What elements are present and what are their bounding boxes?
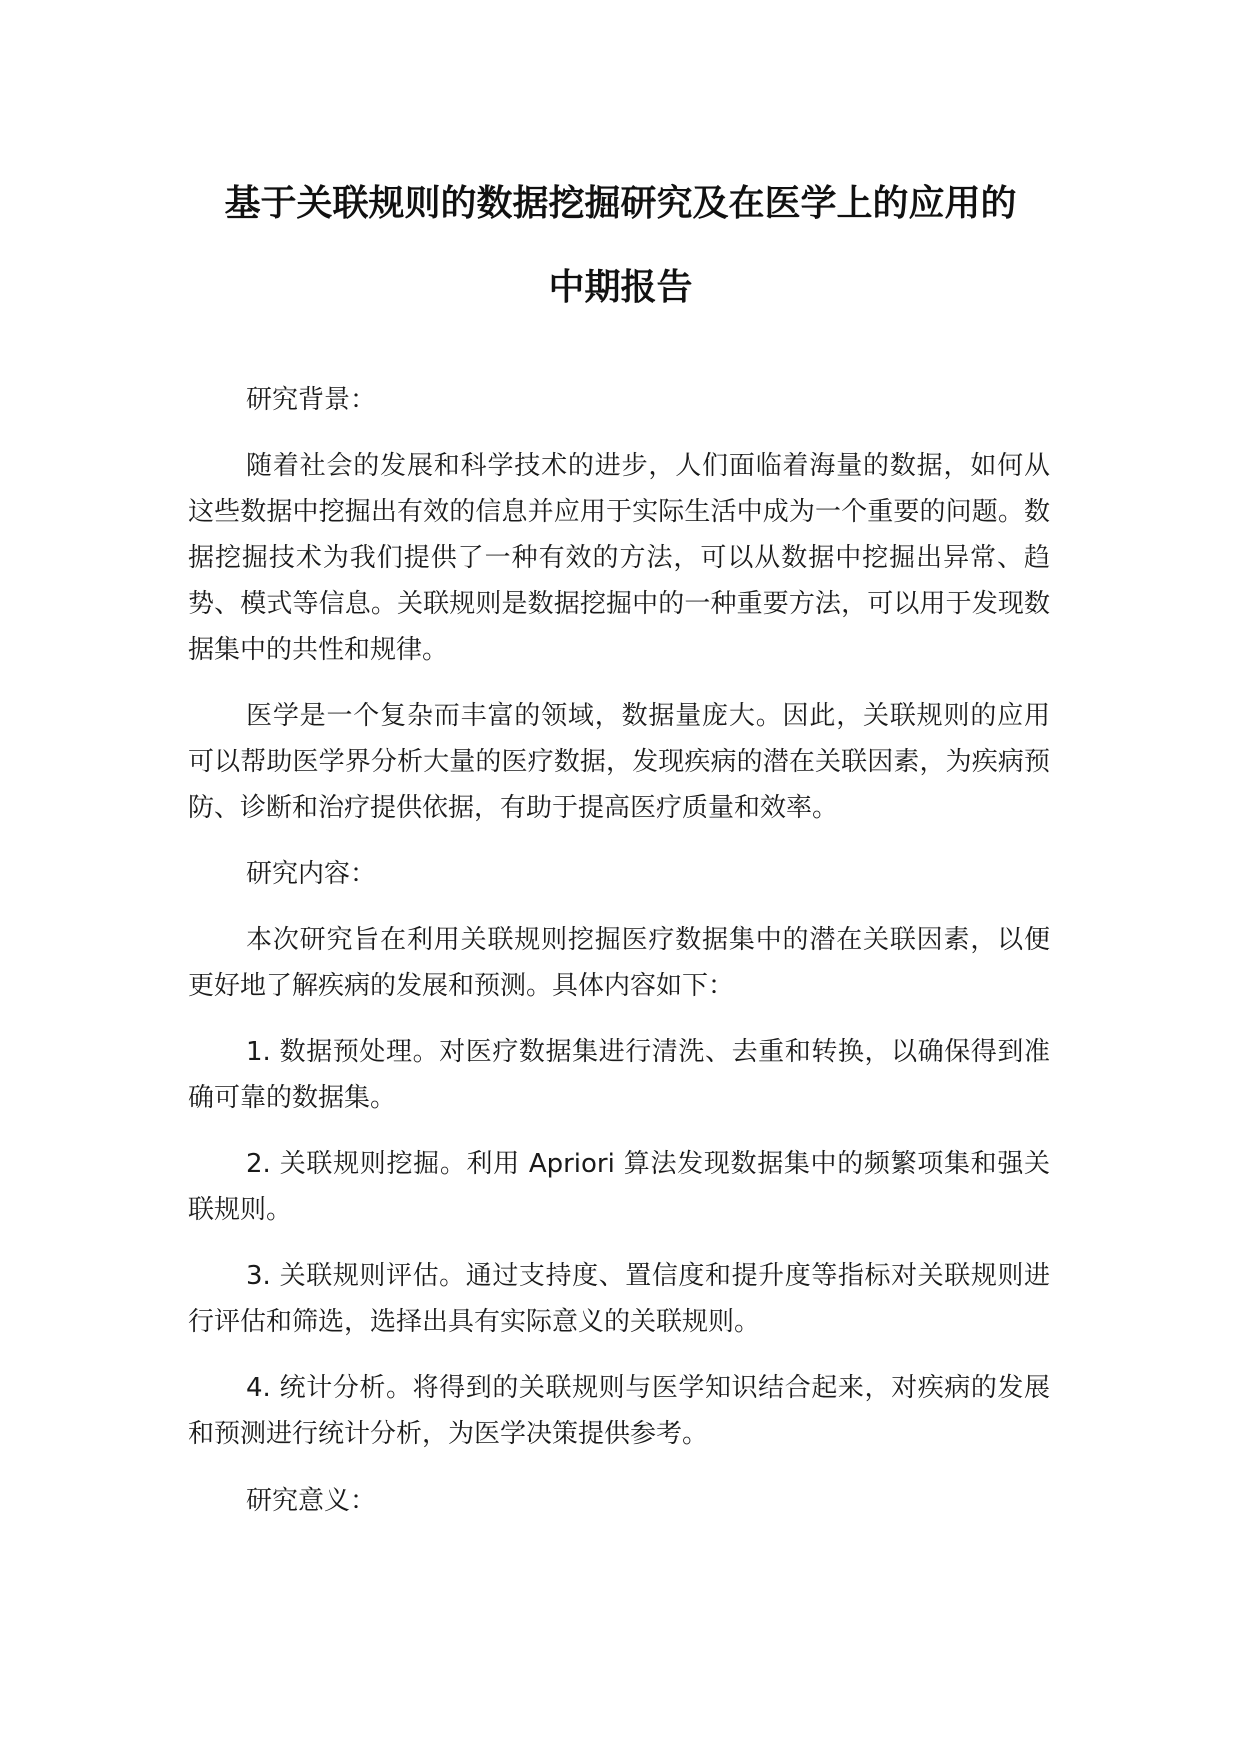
section-heading-significance: 研究意义： — [246, 1486, 377, 1516]
list-item-preprocessing: 1. 数据预处理。对医疗数据集进行清洗、去重和转换，以确保得到准确可靠的数据集。 — [188, 1037, 1050, 1113]
paragraph-content-intro: 本次研究旨在利用关联规则挖掘医疗数据集中的潜在关联因素，以便更好地了解疾病的发展和预测。具体内容如下： — [188, 925, 1050, 1001]
list-item-rule-mining: 2. 关联规则挖掘。利用 Apriori 算法发现数据集中的频繁项集和强关联规则。 — [188, 1149, 1050, 1225]
paragraph-background-1: 随着社会的发展和科学技术的进步，人们面临着海量的数据，如何从这些数据中挖掘出有效的信息并应用于实际生活中成为一个重要的问题。数据挖掘技术为我们提供了一种有效的方法，可以从数据中挖掘出异常、趋势、模式等信息。关联规则是数据挖掘中的一种重要方法，可以用于发现数据集中的共性和规律。 — [188, 451, 1050, 665]
section-heading-content: 研究内容： — [246, 859, 377, 889]
list-item-rule-evaluation: 3. 关联规则评估。通过支持度、置信度和提升度等指标对关联规则进行评估和筛选，选择出具有实际意义的关联规则。 — [188, 1261, 1050, 1337]
section-heading-background: 研究背景： — [246, 385, 377, 415]
document-title-line-1: 基于关联规则的数据挖掘研究及在医学上的应用的 — [224, 183, 1017, 224]
paragraph-background-2: 医学是一个复杂而丰富的领域，数据量庞大。因此，关联规则的应用可以帮助医学界分析大量的医疗数据，发现疾病的潜在关联因素，为疾病预防、诊断和治疗提供依据，有助于提高医疗质量和效率。 — [188, 701, 1050, 823]
list-item-statistical-analysis: 4. 统计分析。将得到的关联规则与医学知识结合起来，对疾病的发展和预测进行统计分析，为医学决策提供参考。 — [188, 1373, 1050, 1449]
document-title-line-2: 中期报告 — [548, 267, 693, 308]
